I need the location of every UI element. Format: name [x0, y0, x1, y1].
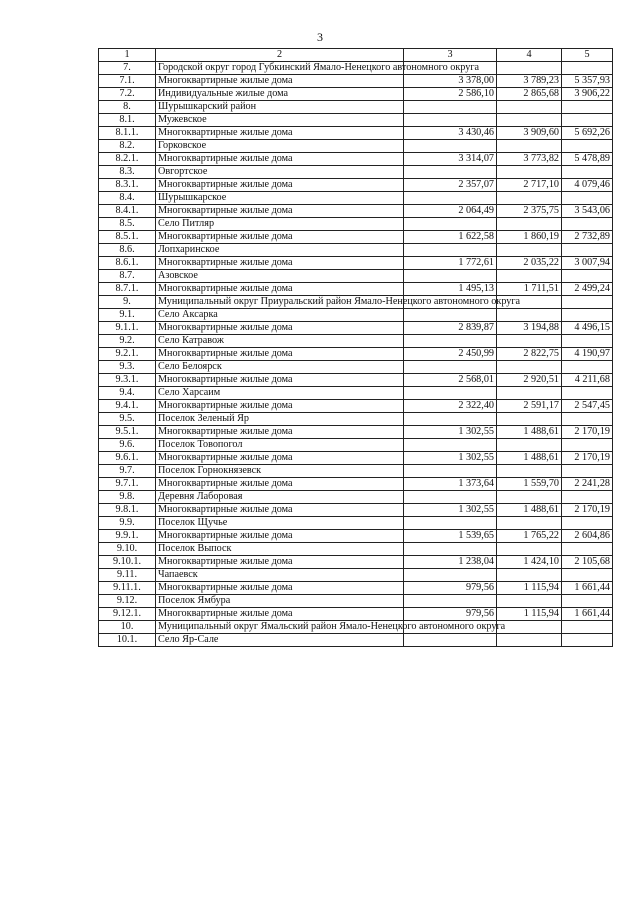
row-name-cell: Многоквартирные жилые дома	[156, 503, 404, 516]
value-col5-cell	[562, 165, 613, 178]
value-col4-cell: 2 865,68	[497, 87, 562, 100]
row-name-cell: Село Белоярск	[156, 360, 404, 373]
row-name-cell: Овгортское	[156, 165, 404, 178]
table-row	[99, 152, 613, 165]
value-col3-cell: 2 450,99	[404, 347, 497, 360]
value-col3-cell: 3 378,00	[404, 74, 497, 87]
header-cell-4: 4	[497, 49, 562, 62]
table-row	[99, 243, 613, 256]
value-col3-cell	[404, 412, 497, 425]
value-col3-cell: 1 302,55	[404, 503, 497, 516]
table-row	[99, 516, 613, 529]
value-col4-cell	[497, 594, 562, 607]
value-col3-cell	[404, 438, 497, 451]
row-name-cell: Многоквартирные жилые дома	[156, 399, 404, 412]
row-name-cell: Многоквартирные жилые дома	[156, 347, 404, 360]
row-number-cell: 9.1.1.	[99, 321, 156, 334]
value-col4-cell: 2 591,17	[497, 399, 562, 412]
value-col3-cell: 979,56	[404, 607, 497, 620]
value-col5-cell	[562, 594, 613, 607]
table-row	[99, 87, 613, 100]
row-name-cell: Село Яр-Сале	[156, 633, 404, 646]
value-col4-cell	[497, 113, 562, 126]
value-col5-cell	[562, 490, 613, 503]
row-name-cell: Деревня Лаборовая	[156, 490, 404, 503]
value-col4-cell: 3 773,82	[497, 152, 562, 165]
row-name-cell: Многоквартирные жилые дома	[156, 555, 404, 568]
value-col3-cell	[404, 191, 497, 204]
table-row	[99, 555, 613, 568]
value-col3-cell: 2 064,49	[404, 204, 497, 217]
value-col5-cell	[562, 139, 613, 152]
row-number-cell: 8.7.1.	[99, 282, 156, 295]
value-col5-cell: 2 499,24	[562, 282, 613, 295]
value-col4-cell	[497, 516, 562, 529]
row-number-cell: 9.7.	[99, 464, 156, 477]
table-row	[99, 503, 613, 516]
value-col3-cell	[404, 633, 497, 646]
value-col4-cell	[497, 243, 562, 256]
value-col5-cell: 2 241,28	[562, 477, 613, 490]
value-col5-cell	[562, 386, 613, 399]
row-name-cell: Село Питляр	[156, 217, 404, 230]
table-row	[99, 568, 613, 581]
row-number-cell: 8.2.1.	[99, 152, 156, 165]
value-col5-cell: 2 547,45	[562, 399, 613, 412]
value-col4-cell	[497, 490, 562, 503]
row-name-cell: Многоквартирные жилые дома	[156, 74, 404, 87]
row-name-cell: Село Аксарка	[156, 308, 404, 321]
row-number-cell: 9.5.	[99, 412, 156, 425]
row-number-cell: 9.2.	[99, 334, 156, 347]
value-col3-cell: 2 586,10	[404, 87, 497, 100]
table-row	[99, 425, 613, 438]
value-col3-cell: 1 772,61	[404, 256, 497, 269]
value-col5-cell	[562, 464, 613, 477]
row-number-cell: 7.1.	[99, 74, 156, 87]
value-col3-cell: 1 539,65	[404, 529, 497, 542]
table-row	[99, 308, 613, 321]
value-col4-cell: 1 559,70	[497, 477, 562, 490]
value-col5-cell	[562, 113, 613, 126]
table-row	[99, 373, 613, 386]
row-number-cell: 8.	[99, 100, 156, 113]
row-name-cell: Индивидуальные жилые дома	[156, 87, 404, 100]
value-col4-cell: 1 115,94	[497, 607, 562, 620]
value-col5-cell	[562, 360, 613, 373]
value-col3-cell: 1 238,04	[404, 555, 497, 568]
value-col5-cell	[562, 542, 613, 555]
value-col4-cell: 3 909,60	[497, 126, 562, 139]
value-col3-cell	[404, 100, 497, 113]
page-number: 3	[317, 30, 323, 44]
row-name-cell: Село Катравож	[156, 334, 404, 347]
row-name-cell: Многоквартирные жилые дома	[156, 321, 404, 334]
row-number-cell: 8.3.	[99, 165, 156, 178]
tariff-table	[98, 48, 613, 647]
value-col5-cell	[562, 620, 613, 633]
row-number-cell: 9.3.1.	[99, 373, 156, 386]
value-col5-cell: 1 661,44	[562, 581, 613, 594]
value-col3-cell	[404, 334, 497, 347]
row-name-cell: Лопхаринское	[156, 243, 404, 256]
row-name-cell: Многоквартирные жилые дома	[156, 230, 404, 243]
value-col4-cell: 3 194,88	[497, 321, 562, 334]
value-col4-cell: 1 488,61	[497, 425, 562, 438]
value-col4-cell	[497, 269, 562, 282]
row-number-cell: 8.3.1.	[99, 178, 156, 191]
value-col3-cell	[404, 243, 497, 256]
row-number-cell: 8.4.	[99, 191, 156, 204]
header-cell-1: 1	[99, 49, 156, 62]
table-row	[99, 542, 613, 555]
value-col5-cell: 4 079,46	[562, 178, 613, 191]
row-name-cell: Азовское	[156, 269, 404, 282]
value-col4-cell: 2 035,22	[497, 256, 562, 269]
value-col4-cell: 1 115,94	[497, 581, 562, 594]
value-col5-cell	[562, 61, 613, 74]
value-col5-cell: 2 105,68	[562, 555, 613, 568]
row-number-cell: 9.11.1.	[99, 581, 156, 594]
row-number-cell: 10.	[99, 620, 156, 633]
value-col4-cell: 1 765,22	[497, 529, 562, 542]
row-name-cell: Многоквартирные жилые дома	[156, 152, 404, 165]
row-name-cell: Поселок Щучье	[156, 516, 404, 529]
row-name-cell: Село Харсаим	[156, 386, 404, 399]
row-name-cell: Многоквартирные жилые дома	[156, 256, 404, 269]
row-name-cell: Многоквартирные жилые дома	[156, 126, 404, 139]
value-col4-cell	[497, 217, 562, 230]
value-col5-cell	[562, 269, 613, 282]
value-col3-cell: 2 568,01	[404, 373, 497, 386]
value-col5-cell: 5 692,26	[562, 126, 613, 139]
value-col3-cell: 3 430,46	[404, 126, 497, 139]
table-row	[99, 490, 613, 503]
table-row	[99, 620, 613, 633]
row-name-cell: Поселок Ямбура	[156, 594, 404, 607]
table-header-row	[99, 49, 613, 62]
value-col5-cell: 2 732,89	[562, 230, 613, 243]
value-col5-cell: 1 661,44	[562, 607, 613, 620]
value-col3-cell: 2 357,07	[404, 178, 497, 191]
row-number-cell: 7.2.	[99, 87, 156, 100]
value-col4-cell: 1 424,10	[497, 555, 562, 568]
value-col3-cell: 979,56	[404, 581, 497, 594]
table-row	[99, 581, 613, 594]
table-row	[99, 139, 613, 152]
value-col5-cell: 5 478,89	[562, 152, 613, 165]
header-cell-2: 2	[156, 49, 404, 62]
row-number-cell: 9.6.1.	[99, 451, 156, 464]
row-name-cell: Многоквартирные жилые дома	[156, 529, 404, 542]
value-col5-cell: 3 906,22	[562, 87, 613, 100]
value-col3-cell: 3 314,07	[404, 152, 497, 165]
value-col4-cell	[497, 542, 562, 555]
value-col3-cell: 1 302,55	[404, 425, 497, 438]
value-col4-cell	[497, 165, 562, 178]
value-col3-cell	[404, 386, 497, 399]
value-col5-cell: 4 190,97	[562, 347, 613, 360]
value-col5-cell	[562, 295, 613, 308]
row-name-cell: Многоквартирные жилые дома	[156, 451, 404, 464]
value-col3-cell: 1 373,64	[404, 477, 497, 490]
row-number-cell: 9.	[99, 295, 156, 308]
value-col3-cell	[404, 490, 497, 503]
row-number-cell: 9.12.	[99, 594, 156, 607]
table-row	[99, 217, 613, 230]
row-name-cell: Муниципальный округ Ямальский район Ямало-Ненецкого автономного округа	[156, 620, 404, 633]
value-col3-cell: 1 495,13	[404, 282, 497, 295]
row-name-cell: Поселок Горнокнязевск	[156, 464, 404, 477]
value-col5-cell	[562, 100, 613, 113]
value-col3-cell	[404, 516, 497, 529]
value-col3-cell	[404, 542, 497, 555]
value-col4-cell	[497, 633, 562, 646]
value-col4-cell: 2 920,51	[497, 373, 562, 386]
value-col5-cell	[562, 191, 613, 204]
value-col5-cell: 4 496,15	[562, 321, 613, 334]
value-col5-cell: 4 211,68	[562, 373, 613, 386]
row-name-cell: Поселок Товопогол	[156, 438, 404, 451]
row-number-cell: 9.8.	[99, 490, 156, 503]
table-row	[99, 165, 613, 178]
table-row	[99, 113, 613, 126]
table-row	[99, 282, 613, 295]
row-name-cell: Многоквартирные жилые дома	[156, 204, 404, 217]
table-row	[99, 477, 613, 490]
table-row	[99, 386, 613, 399]
value-col5-cell	[562, 438, 613, 451]
value-col3-cell: 1 622,58	[404, 230, 497, 243]
table-row	[99, 334, 613, 347]
row-name-cell: Городской округ город Губкинский Ямало-Ненецкого автономного округа	[156, 61, 404, 74]
table-row	[99, 61, 613, 74]
value-col3-cell: 2 839,87	[404, 321, 497, 334]
row-number-cell: 9.8.1.	[99, 503, 156, 516]
table-row	[99, 347, 613, 360]
row-number-cell: 8.2.	[99, 139, 156, 152]
row-name-cell: Шурышкарское	[156, 191, 404, 204]
value-col4-cell	[497, 620, 562, 633]
value-col4-cell	[497, 191, 562, 204]
value-col3-cell	[404, 139, 497, 152]
value-col5-cell	[562, 243, 613, 256]
value-col5-cell: 3 543,06	[562, 204, 613, 217]
value-col4-cell	[497, 360, 562, 373]
value-col5-cell	[562, 334, 613, 347]
value-col5-cell: 2 170,19	[562, 503, 613, 516]
row-number-cell: 9.12.1.	[99, 607, 156, 620]
table-row	[99, 100, 613, 113]
row-number-cell: 9.11.	[99, 568, 156, 581]
row-number-cell: 9.3.	[99, 360, 156, 373]
header-cell-5: 5	[562, 49, 613, 62]
table-row	[99, 256, 613, 269]
table-row	[99, 529, 613, 542]
row-number-cell: 7.	[99, 61, 156, 74]
value-col3-cell	[404, 360, 497, 373]
row-number-cell: 9.10.	[99, 542, 156, 555]
value-col3-cell: 2 322,40	[404, 399, 497, 412]
value-col4-cell	[497, 308, 562, 321]
table-row	[99, 269, 613, 282]
value-col5-cell	[562, 633, 613, 646]
row-number-cell: 9.7.1.	[99, 477, 156, 490]
value-col3-cell	[404, 217, 497, 230]
value-col4-cell	[497, 438, 562, 451]
value-col3-cell: 1 302,55	[404, 451, 497, 464]
row-number-cell: 9.4.	[99, 386, 156, 399]
table-row	[99, 74, 613, 87]
row-name-cell: Многоквартирные жилые дома	[156, 425, 404, 438]
header-cell-3: 3	[404, 49, 497, 62]
value-col5-cell: 3 007,94	[562, 256, 613, 269]
value-col5-cell	[562, 308, 613, 321]
row-number-cell: 8.1.	[99, 113, 156, 126]
value-col4-cell	[497, 568, 562, 581]
row-number-cell: 9.5.1.	[99, 425, 156, 438]
row-number-cell: 8.4.1.	[99, 204, 156, 217]
table-row	[99, 633, 613, 646]
value-col5-cell	[562, 568, 613, 581]
row-name-cell: Мужевское	[156, 113, 404, 126]
value-col3-cell	[404, 464, 497, 477]
value-col4-cell: 1 488,61	[497, 451, 562, 464]
value-col4-cell	[497, 334, 562, 347]
value-col3-cell	[404, 308, 497, 321]
value-col3-cell	[404, 113, 497, 126]
row-number-cell: 8.5.1.	[99, 230, 156, 243]
table-row	[99, 438, 613, 451]
row-name-cell: Горковское	[156, 139, 404, 152]
value-col5-cell: 2 604,86	[562, 529, 613, 542]
value-col4-cell: 1 860,19	[497, 230, 562, 243]
table-row	[99, 321, 613, 334]
row-number-cell: 8.6.1.	[99, 256, 156, 269]
table-row	[99, 607, 613, 620]
table-row	[99, 451, 613, 464]
table-row	[99, 191, 613, 204]
row-name-cell: Многоквартирные жилые дома	[156, 282, 404, 295]
row-name-cell: Многоквартирные жилые дома	[156, 607, 404, 620]
value-col3-cell	[404, 269, 497, 282]
table-row	[99, 464, 613, 477]
table-row	[99, 126, 613, 139]
value-col4-cell: 1 488,61	[497, 503, 562, 516]
value-col4-cell: 2 822,75	[497, 347, 562, 360]
row-number-cell: 8.6.	[99, 243, 156, 256]
value-col5-cell	[562, 516, 613, 529]
row-name-cell: Многоквартирные жилые дома	[156, 477, 404, 490]
row-name-cell: Многоквартирные жилые дома	[156, 178, 404, 191]
table-row	[99, 178, 613, 191]
row-name-cell: Поселок Зеленый Яр	[156, 412, 404, 425]
row-number-cell: 8.7.	[99, 269, 156, 282]
value-col4-cell: 2 375,75	[497, 204, 562, 217]
row-number-cell: 9.4.1.	[99, 399, 156, 412]
table-row	[99, 360, 613, 373]
table-row	[99, 295, 613, 308]
value-col4-cell: 2 717,10	[497, 178, 562, 191]
row-name-cell: Муниципальный округ Приуральский район Ямало-Ненецкого автономного округа	[156, 295, 404, 308]
table-row	[99, 412, 613, 425]
table-row	[99, 399, 613, 412]
value-col4-cell: 1 711,51	[497, 282, 562, 295]
row-number-cell: 9.2.1.	[99, 347, 156, 360]
value-col5-cell	[562, 412, 613, 425]
row-number-cell: 10.1.	[99, 633, 156, 646]
table-row	[99, 594, 613, 607]
row-number-cell: 9.1.	[99, 308, 156, 321]
value-col5-cell	[562, 217, 613, 230]
value-col4-cell	[497, 386, 562, 399]
value-col4-cell: 3 789,23	[497, 74, 562, 87]
value-col4-cell	[497, 412, 562, 425]
value-col4-cell	[497, 139, 562, 152]
row-name-cell: Многоквартирные жилые дома	[156, 373, 404, 386]
value-col3-cell	[404, 594, 497, 607]
value-col5-cell: 5 357,93	[562, 74, 613, 87]
table-row	[99, 204, 613, 217]
row-number-cell: 9.9.	[99, 516, 156, 529]
row-number-cell: 9.9.1.	[99, 529, 156, 542]
value-col5-cell: 2 170,19	[562, 451, 613, 464]
row-number-cell: 8.5.	[99, 217, 156, 230]
value-col3-cell	[404, 568, 497, 581]
value-col4-cell	[497, 464, 562, 477]
row-name-cell: Шурышкарский район	[156, 100, 404, 113]
row-name-cell: Чапаевск	[156, 568, 404, 581]
row-name-cell: Поселок Выпоск	[156, 542, 404, 555]
row-number-cell: 9.10.1.	[99, 555, 156, 568]
row-number-cell: 9.6.	[99, 438, 156, 451]
value-col4-cell	[497, 61, 562, 74]
table-row	[99, 230, 613, 243]
value-col3-cell	[404, 165, 497, 178]
value-col4-cell	[497, 100, 562, 113]
row-name-cell: Многоквартирные жилые дома	[156, 581, 404, 594]
row-number-cell: 8.1.1.	[99, 126, 156, 139]
value-col5-cell: 2 170,19	[562, 425, 613, 438]
